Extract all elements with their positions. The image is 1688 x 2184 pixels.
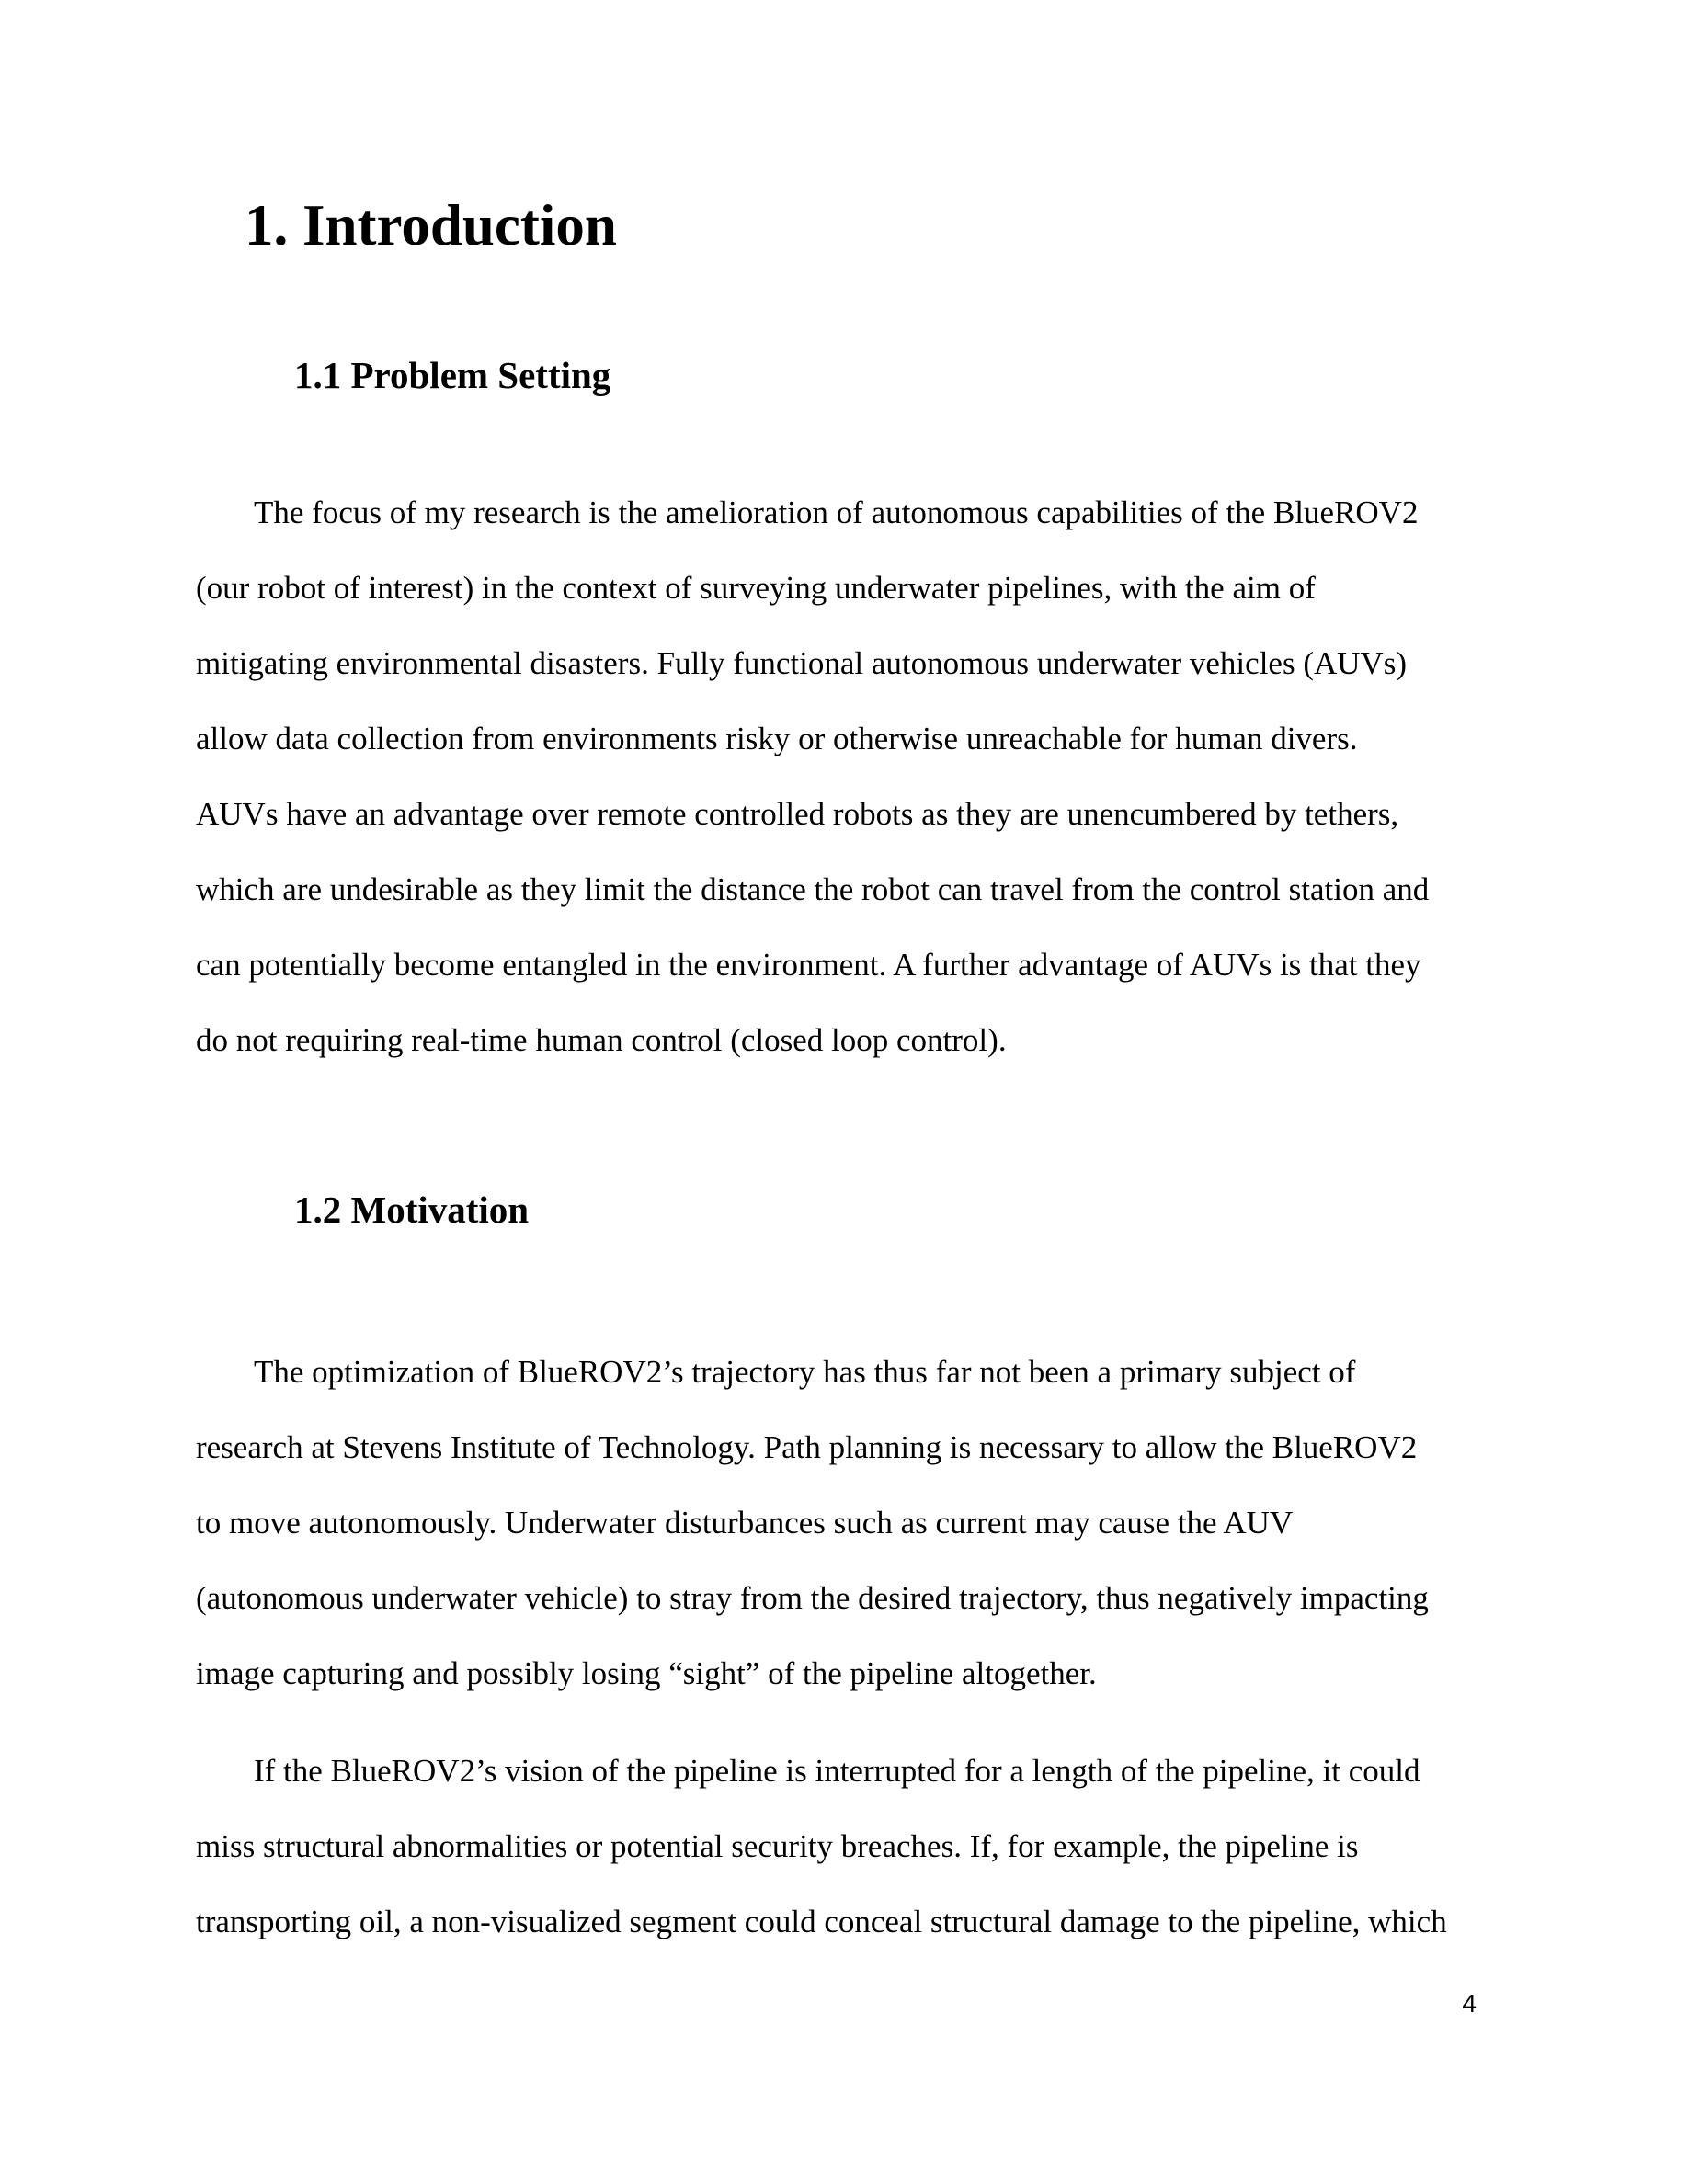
paragraph-line: (autonomous underwater vehicle) to stray from the desired trajectory, thus negatively impacting	[196, 1580, 1429, 1616]
paragraph-line: (our robot of interest) in the context of surveying underwater pipelines, with the aim of	[196, 570, 1316, 606]
paragraph-line: do not requiring real-time human control (closed loop control).	[196, 1022, 1007, 1058]
paragraph-line: If the BlueROV2’s vision of the pipeline is interrupted for a length of the pipeline, it could	[254, 1753, 1420, 1789]
paragraph-line: image capturing and possibly losing “sight” of the pipeline altogether.	[196, 1655, 1097, 1691]
paragraph-line: transporting oil, a non-visualized segment could conceal structural damage to the pipeline, which	[196, 1904, 1447, 1939]
paragraph-line: which are undesirable as they limit the distance the robot can travel from the control station and	[196, 871, 1430, 907]
motivation-paragraph-2	[196, 1734, 1501, 1960]
section-title-problem-setting: 1.1 Problem Setting	[294, 354, 611, 396]
paragraph-line: research at Stevens Institute of Technology. Path planning is necessary to allow the BlueROV2	[196, 1429, 1418, 1465]
paragraph-line: AUVs have an advantage over remote controlled robots as they are unencumbered by tethers,	[196, 796, 1399, 832]
problem-setting-paragraph	[196, 475, 1501, 1078]
paragraph-line: The optimization of BlueROV2’s trajectory has thus far not been a primary subject of	[254, 1354, 1356, 1390]
paragraph-line: miss structural abnormalities or potential security breaches. If, for example, the pipeline is	[196, 1828, 1359, 1864]
paragraph-line: to move autonomously. Underwater disturbances such as current may cause the AUV	[196, 1505, 1294, 1541]
chapter-title: 1. Introduction	[245, 193, 617, 257]
section-title-motivation: 1.2 Motivation	[294, 1189, 530, 1231]
paragraph-line: mitigating environmental disasters. Fully functional autonomous underwater vehicles (AUVs)	[196, 645, 1408, 681]
paragraph-line: allow data collection from environments risky or otherwise unreachable for human divers.	[196, 721, 1358, 756]
paragraph-line: can potentially become entangled in the environment. A further advantage of AUVs is that they	[196, 947, 1421, 983]
motivation-paragraph-1	[196, 1335, 1501, 1712]
page-number: 4	[1462, 1989, 1477, 2018]
paragraph-line: The focus of my research is the amelioration of autonomous capabilities of the BlueROV2	[254, 495, 1419, 530]
